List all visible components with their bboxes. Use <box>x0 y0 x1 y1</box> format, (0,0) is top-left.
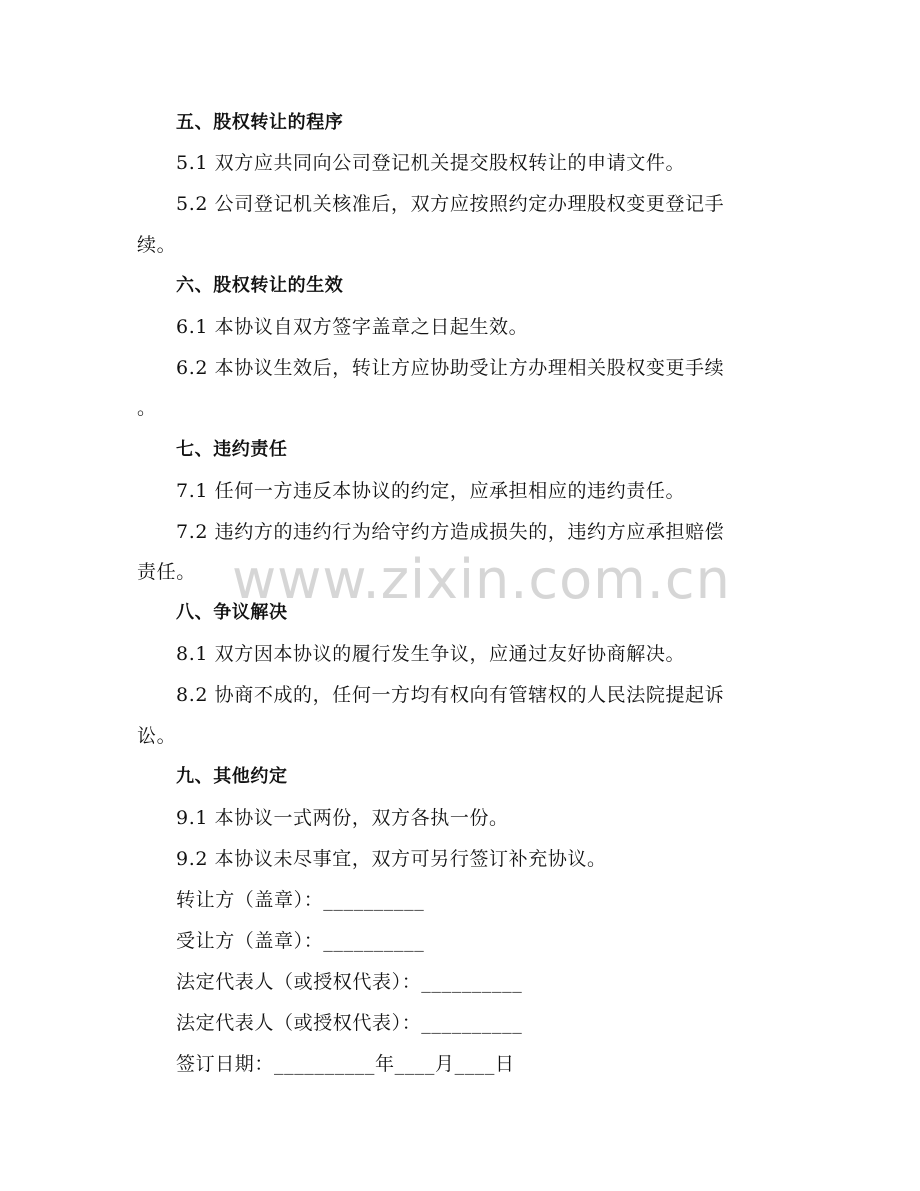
clause-9-2: 9.2 本协议未尽事宜，双方可另行签订补充协议。 <box>176 848 607 870</box>
section-5-heading: 五、股权转让的程序 <box>176 112 344 133</box>
clause-8-2: 8.2 协商不成的，任何一方均有权向有管辖权的人民法院提起诉 <box>176 684 725 706</box>
section-7-heading: 七、违约责任 <box>176 439 288 460</box>
transferor-signature-line: 转让方（盖章）：__________ <box>176 889 425 911</box>
clause-8-1: 8.1 双方因本协议的履行发生争议，应通过友好协商解决。 <box>176 643 686 665</box>
clause-5-2-continued: 续。 <box>137 234 177 256</box>
clause-9-1: 9.1 本协议一式两份，双方各执一份。 <box>176 807 509 829</box>
clause-5-1: 5.1 双方应共同向公司登记机关提交股权转让的申请文件。 <box>176 152 686 174</box>
signing-date-line: 签订日期：__________年____月____日 <box>176 1053 515 1075</box>
legal-representative-line-2: 法定代表人（或授权代表）：__________ <box>176 1012 523 1034</box>
clause-8-2-continued: 讼。 <box>137 725 177 747</box>
legal-representative-line-1: 法定代表人（或授权代表）：__________ <box>176 971 523 993</box>
clause-6-2-continued: 。 <box>137 397 157 419</box>
clause-7-2: 7.2 违约方的违约行为给守约方造成损失的，违约方应承担赔偿 <box>176 521 725 543</box>
clause-7-2-continued: 责任。 <box>137 561 196 583</box>
watermark: www.zixin.com.cn <box>232 548 731 611</box>
clause-7-1: 7.1 任何一方违反本协议的约定，应承担相应的违约责任。 <box>176 480 686 502</box>
clause-6-2: 6.2 本协议生效后，转让方应协助受让方办理相关股权变更手续 <box>176 357 725 379</box>
clause-6-1: 6.1 本协议自双方签字盖章之日起生效。 <box>176 316 529 338</box>
clause-5-2: 5.2 公司登记机关核准后，双方应按照约定办理股权变更登记手 <box>176 193 725 215</box>
section-9-heading: 九、其他约定 <box>176 766 288 787</box>
section-6-heading: 六、股权转让的生效 <box>176 275 344 296</box>
transferee-signature-line: 受让方（盖章）：__________ <box>176 930 425 952</box>
section-8-heading: 八、争议解决 <box>176 602 288 623</box>
